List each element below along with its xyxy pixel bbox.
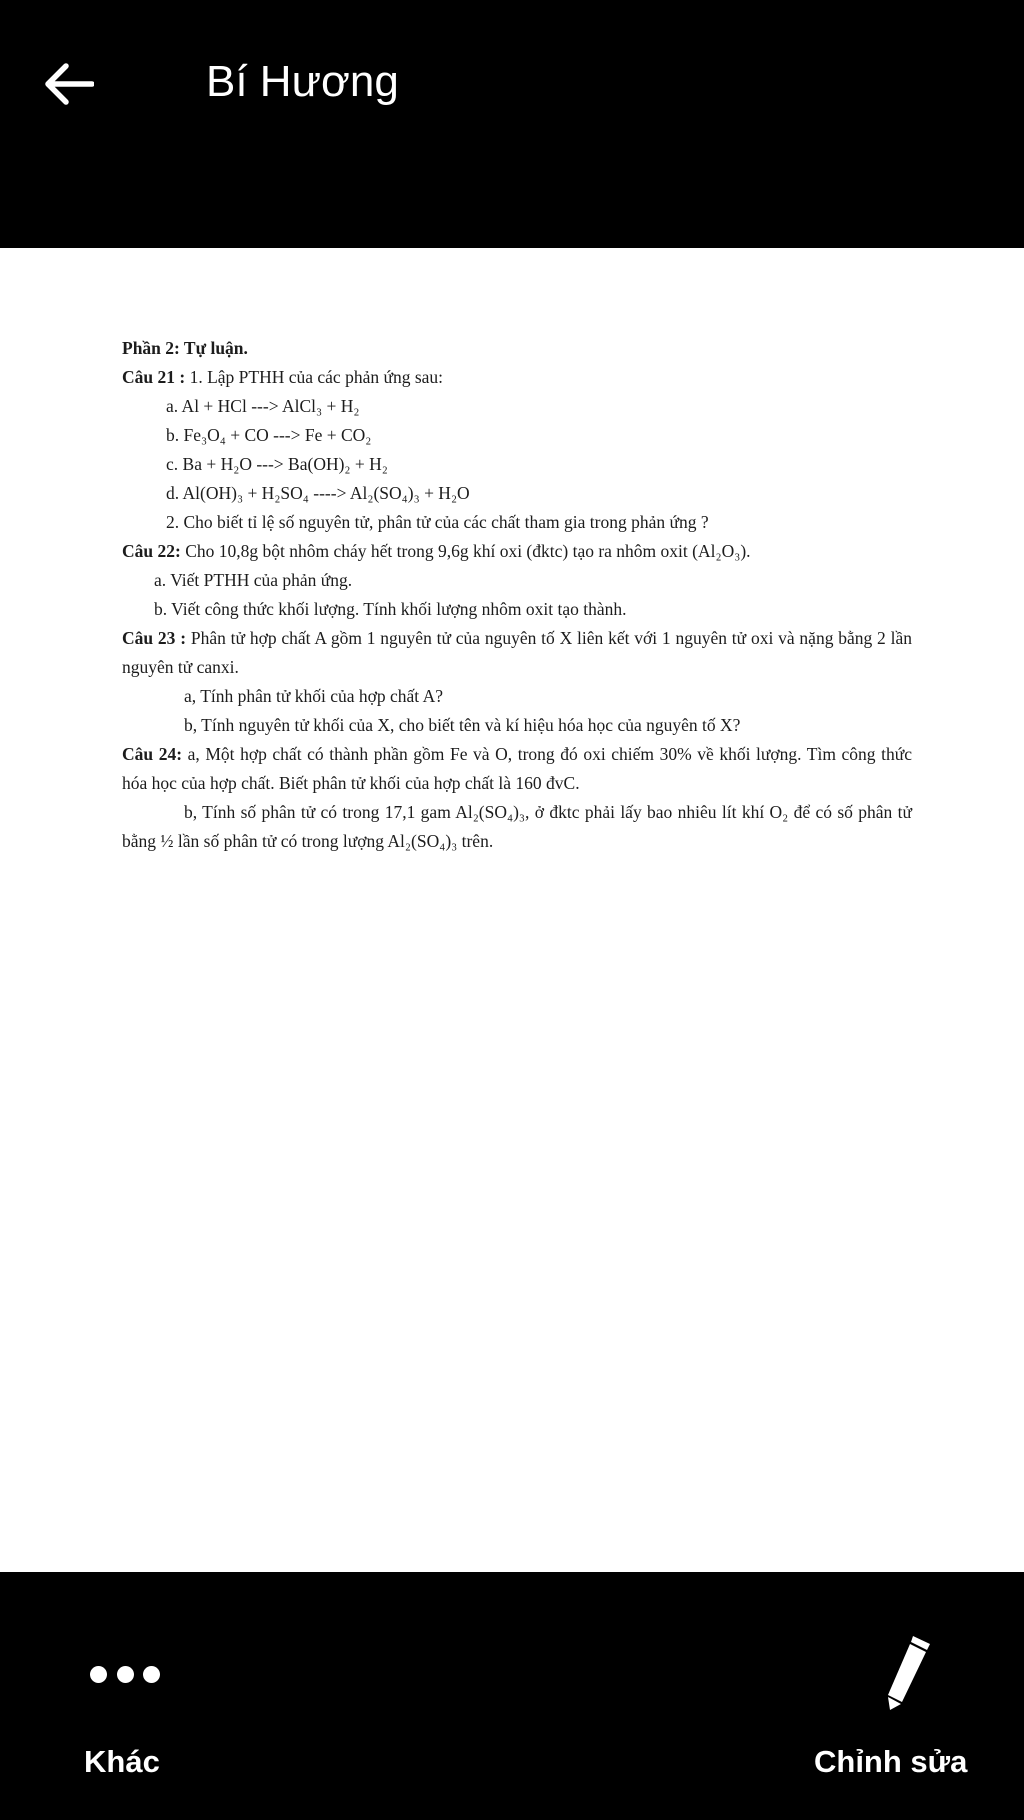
- bottom-bar: [0, 1572, 1024, 1820]
- question-21-part-2: 2. Cho biết tỉ lệ số nguyên tử, phân tử của các chất tham gia trong phản ứng ?: [166, 512, 709, 532]
- back-button[interactable]: [36, 52, 100, 116]
- section-heading: Phần 2: Tự luận.: [122, 338, 248, 358]
- conversation-title: Bí Hương: [206, 57, 399, 106]
- question-24-part-b: b, Tính số phân tử có trong 17,1 gam Al₂(SO₄)₃, ở đktc phải lấy bao nhiêu lít khí O₂ để có số phân tử bằng ½ lần số phân tử có trong lượng Al₂(SO₄)₃ trên.: [122, 802, 912, 851]
- equation-c: c. Ba + H₂O ---> Ba(OH)₂ + H₂: [166, 454, 388, 474]
- more-label: Khác: [84, 1744, 160, 1779]
- question-21: Câu 21 : 1. Lập PTHH của các phản ứng sau:: [122, 367, 444, 387]
- more-button[interactable]: [60, 1572, 190, 1820]
- question-23-part-a: a, Tính phân tử khối của hợp chất A?: [184, 686, 443, 706]
- arrow-left-icon: [42, 62, 94, 106]
- pencil-icon: [880, 1634, 932, 1710]
- question-22-part-a: a. Viết PTHH của phản ứng.: [154, 570, 353, 590]
- question-23: Câu 23 : Phân tử hợp chất A gồm 1 nguyên tử của nguyên tố X liên kết với 1 nguyên tử oxi và nặng bằng 2 lần nguyên tử canxi.: [122, 628, 912, 677]
- more-dots-icon: [90, 1662, 160, 1686]
- question-23-part-b: b, Tính nguyên tử khối của X, cho biết tên và kí hiệu hóa học của nguyên tố X?: [184, 715, 741, 735]
- equation-d: d. Al(OH)₃ + H₂SO₄ ----> Al₂(SO₄)₃ + H₂O: [166, 483, 470, 503]
- photo-viewer[interactable]: [0, 248, 1024, 1572]
- question-22-part-b: b. Viết công thức khối lượng. Tính khối lượng nhôm oxit tạo thành.: [154, 599, 627, 619]
- top-bar: [0, 0, 1024, 248]
- equation-a: a. Al + HCl ---> AlCl₃ + H₂: [166, 396, 360, 416]
- question-24: Câu 24: a, Một hợp chất có thành phần gồm Fe và O, trong đó oxi chiếm 30% về khối lượng. Tìm công thức hóa học của hợp chất. Biết phân tử khối của hợp chất là 160 đvC.: [122, 744, 912, 793]
- edit-label: Chỉnh sửa: [814, 1744, 968, 1779]
- question-22: Câu 22: Cho 10,8g bột nhôm cháy hết trong 9,6g khí oxi (đktc) tạo ra nhôm oxit (Al₂O₃).: [122, 541, 751, 561]
- equation-b: b. Fe₃O₄ + CO ---> Fe + CO₂: [166, 425, 372, 445]
- edit-button[interactable]: [790, 1572, 1000, 1820]
- document-image: [122, 334, 912, 856]
